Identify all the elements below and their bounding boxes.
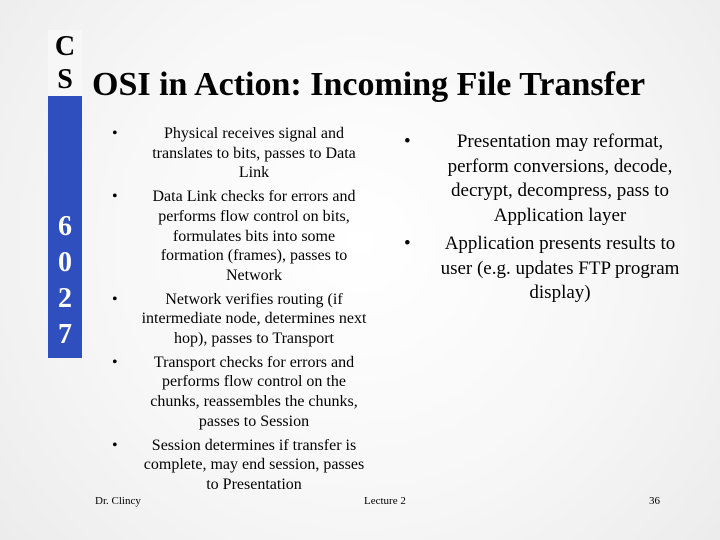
list-item [112,290,382,349]
bullet-text: Physical receives signal and translates to bits, passes to Data Link [152,125,356,182]
bullet-icon: • [112,353,118,371]
course-digit: 2 [58,283,72,314]
bullet-icon: • [112,436,118,454]
bullet-icon: • [112,125,118,142]
list-item [112,353,382,432]
list-item [112,124,382,183]
list-item [404,232,704,306]
course-number [58,209,72,353]
course-sidebar [48,30,82,358]
bullet-icon: • [112,188,118,206]
course-digit: 6 [58,211,72,242]
bullet-text: Presentation may reformat, perform conversions, decode, decrypt, decompress, pass to Application layer [447,131,673,226]
bullet-icon: • [404,131,411,152]
footer-page-number: 36 [649,495,660,507]
bullet-text: Application presents results to user (e.g. updates FTP program display) [440,233,680,303]
footer-lecture: Lecture 2 [364,495,406,507]
list-item [404,130,704,228]
course-digit: 7 [58,319,72,350]
course-digit: 0 [58,247,72,278]
footer-author: Dr. Clincy [95,495,141,507]
bullet-icon: • [112,290,118,308]
bullet-icon: • [404,233,411,254]
right-bullet-list [404,130,704,310]
bullet-text: Network verifies routing (if intermediate node, determines next hop), passes to Transport [141,290,367,348]
bullet-text: Data Link checks for errors and performs flow control on bits, formulates bits into some formation (frames), passes to Network [152,188,356,284]
bullet-text: Session determines if transfer is complete, may end session, passes to Presentation [143,436,365,493]
left-bullet-list [112,124,382,499]
bullet-text: Transport checks for errors and performs flow control on the chunks, reassembles the chunks, passes to Session [150,353,358,430]
slide-title: OSI in Action: Incoming File Transfer [92,66,646,103]
list-item [112,187,382,286]
list-item [112,436,382,495]
course-letter: S [48,63,82,96]
course-letter: C [48,30,82,63]
